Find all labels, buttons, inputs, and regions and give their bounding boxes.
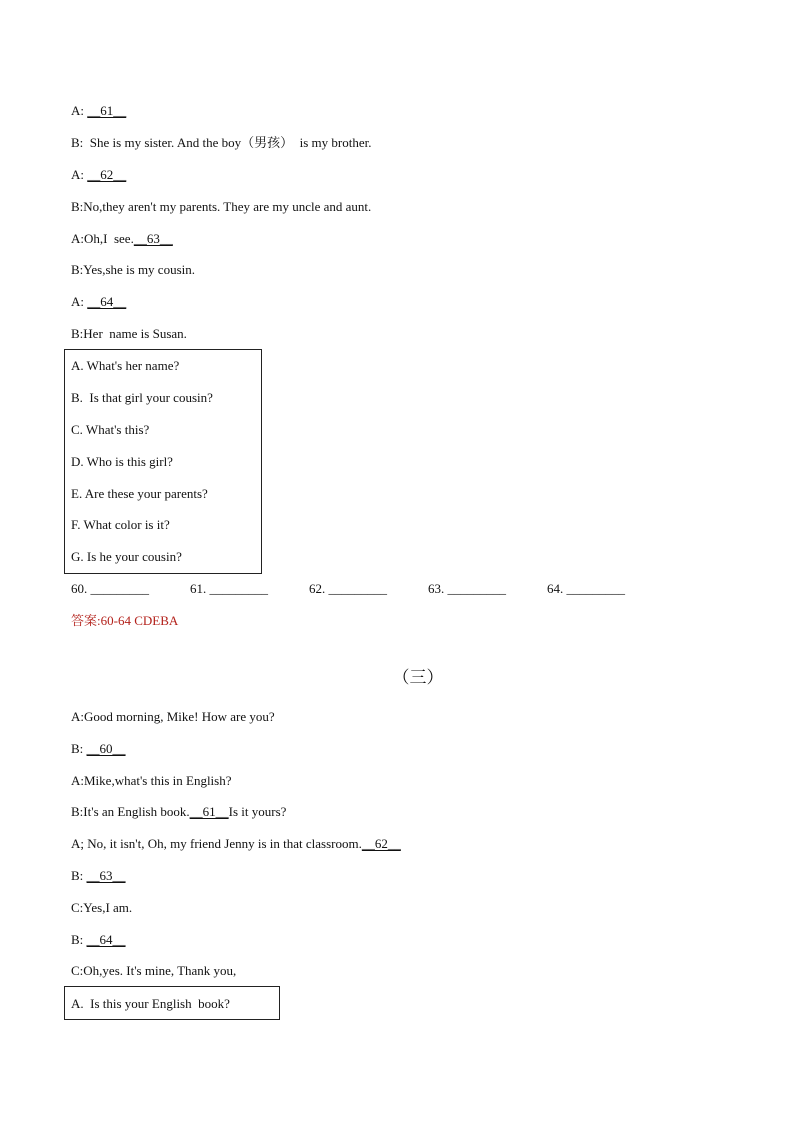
answer-key: 答案:60-64 CDEBA (71, 613, 179, 628)
dialog2-line: B: __64__ (71, 932, 126, 947)
section-title: （三） (392, 668, 444, 687)
dialog2-line: A; No, it isn't, Oh, my friend Jenny is in that classroom.__62__ (71, 836, 401, 851)
dialog1-line: B: She is my sister. And the boy（男孩） is my brother. (71, 135, 372, 150)
option-item: B. Is that girl your cousin? (71, 390, 213, 405)
dialog2-line: A:Good morning, Mike! How are you? (71, 709, 275, 724)
dialog2-line: B: __63__ (71, 868, 126, 883)
answer-blank: __64__ (87, 294, 127, 309)
dialog1-line: B:Yes,she is my cousin. (71, 262, 196, 277)
dialog2-line: C:Oh,yes. It's mine, Thank you, (71, 963, 237, 978)
dialog1-line: B:Her name is Susan. (71, 326, 187, 341)
answer-blank: __61__ (87, 103, 127, 118)
dialog1-line: B:No,they aren't my parents. They are my uncle and aunt. (71, 199, 372, 214)
dialog2-line: B:It's an English book.__61__Is it yours? (71, 804, 287, 819)
option-item: C. What's this? (71, 422, 150, 437)
answer-blank: __62__ (361, 836, 401, 851)
answer-line: 62. _________ (309, 581, 387, 596)
option-item: E. Are these your parents? (71, 486, 208, 501)
answer-line: 61. _________ (190, 581, 268, 596)
answer-line: 63. _________ (428, 581, 506, 596)
dialog2-line: A:Mike,what's this in English? (71, 773, 232, 788)
dialog1-line: A: __64__ (71, 294, 127, 309)
answer-line: 60. _________ (71, 581, 149, 596)
dialog1-line: A:Oh,I see.__63__ (71, 231, 173, 246)
dialog1-line: A: __61__ (71, 103, 127, 118)
option-item: G. Is he your cousin? (71, 549, 182, 564)
option-item: A. Is this your English book? (71, 996, 230, 1011)
dialog2-line: C:Yes,I am. (71, 900, 133, 915)
option-item: A. What's her name? (71, 358, 180, 373)
answer-line: 64. _________ (547, 581, 625, 596)
answer-blank: __63__ (86, 868, 126, 883)
answer-blank: __63__ (133, 231, 173, 246)
answer-blank: __64__ (86, 932, 126, 947)
answer-blank: __62__ (87, 167, 127, 182)
dialog1-line: A: __62__ (71, 167, 127, 182)
option-item: F. What color is it? (71, 517, 170, 532)
option-item: D. Who is this girl? (71, 454, 173, 469)
answer-blank: __60__ (86, 741, 126, 756)
dialog2-line: B: __60__ (71, 741, 126, 756)
answer-blank: __61__ (189, 804, 229, 819)
